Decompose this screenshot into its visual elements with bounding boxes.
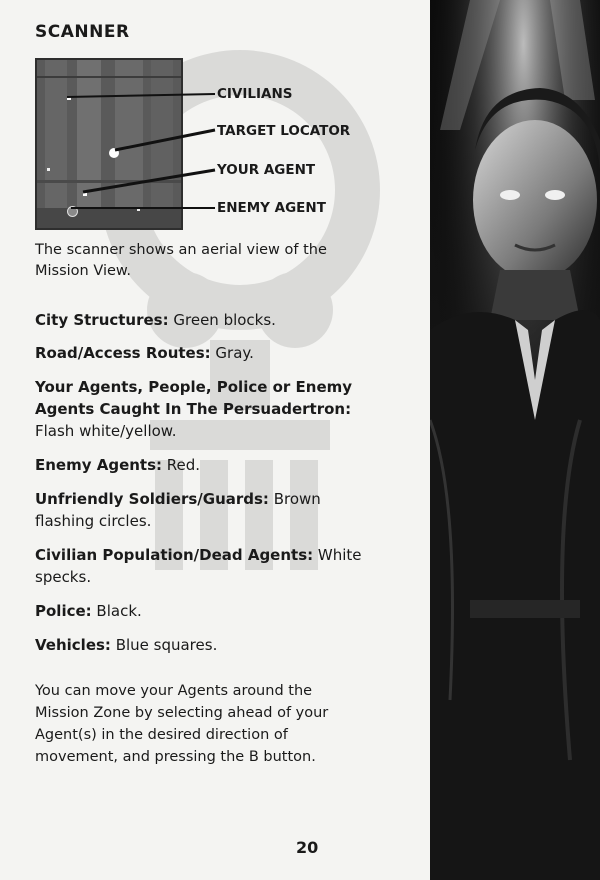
legend-term: Police: <box>35 602 92 620</box>
legend-term: Your Agents, People, Police or Enemy Agents Caught In The Persuadertron: <box>35 378 353 418</box>
legend-item <box>35 488 380 532</box>
legend-term: City Structures: <box>35 311 169 329</box>
legend-term: Road/Access Routes: <box>35 344 211 362</box>
legend-item <box>35 376 380 442</box>
legend-item <box>35 600 380 622</box>
legend-desc: Green blocks. <box>168 311 276 329</box>
callout-target-locator: TARGET LOCATOR <box>217 123 351 139</box>
legend-term: Enemy Agents: <box>35 456 163 474</box>
legend-term: Vehicles: <box>35 636 111 654</box>
callout-your-agent: YOUR AGENT <box>217 162 316 178</box>
legend-desc: Red. <box>162 456 201 474</box>
legend-term: Unfriendly Soldiers/Guards: <box>35 490 269 508</box>
legend-desc: Black. <box>91 602 142 620</box>
callout-enemy-agent: ENEMY AGENT <box>217 200 326 216</box>
legend-desc: Blue squares. <box>110 636 218 654</box>
legend-item <box>35 309 380 331</box>
legend-desc: White specks. <box>35 546 362 586</box>
callout-civilians: CIVILIANS <box>217 86 293 102</box>
legend-desc: Flash white/yellow. <box>35 422 177 440</box>
legend-desc: Brown flashing circles. <box>35 490 321 530</box>
section-title: SCANNER <box>35 22 130 42</box>
agent-silhouette-icon <box>430 0 600 880</box>
legend-item <box>35 634 380 656</box>
outro-text: You can move your Agents around the Mission Zone by selecting ahead of your Agent(s) in the desired direction of movement, and pressing the B button. <box>35 683 329 765</box>
legend-item <box>35 544 380 588</box>
agent-photo <box>430 0 600 880</box>
legend-term: Civilian Population/Dead Agents: <box>35 546 314 564</box>
scanner-callouts <box>35 58 375 230</box>
intro-text: The scanner shows an aerial view of the Mission View. <box>35 242 327 279</box>
legend-item <box>35 342 380 364</box>
page-number: 20 <box>296 838 319 857</box>
legend-item <box>35 454 380 476</box>
legend-desc: Gray. <box>210 344 254 362</box>
